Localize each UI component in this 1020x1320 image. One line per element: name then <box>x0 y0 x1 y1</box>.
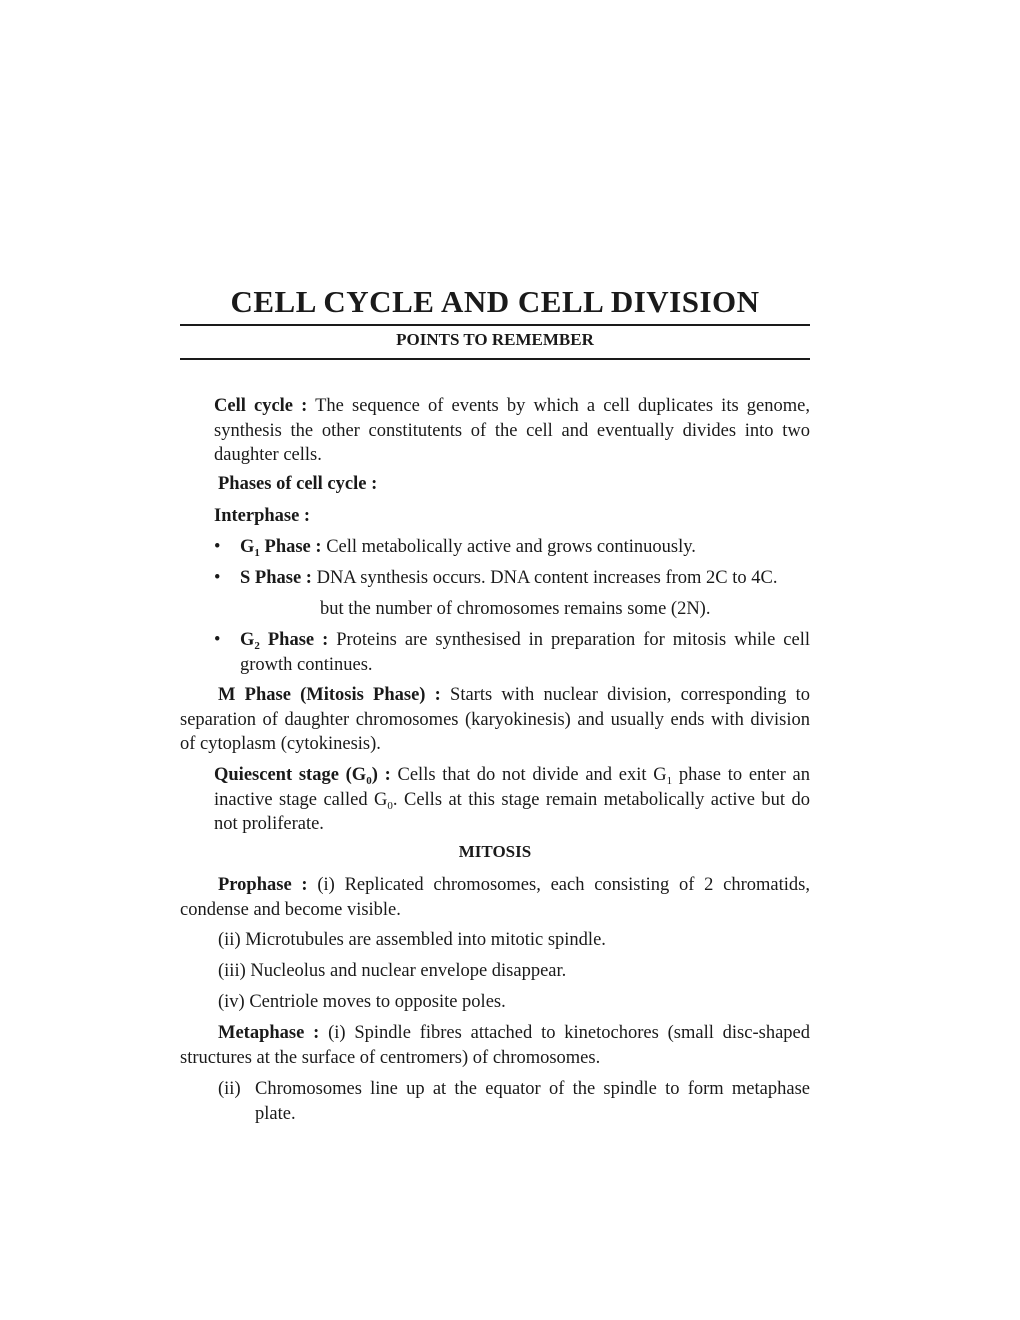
s-phase-item <box>240 566 820 591</box>
cell-cycle-definition <box>214 394 810 468</box>
quiescent-paragraph <box>214 763 810 837</box>
metaphase-point-ii-text: Chromosomes line up at the equator of the spindle to form metaphase plate. <box>255 1079 810 1124</box>
bullet-icon: • <box>214 537 221 557</box>
title-rule-bottom <box>180 358 810 360</box>
s-phase-text-continued: but the number of chromosomes remains some (2N). <box>320 599 711 619</box>
quiescent-term: Quiescent stage $(G_0)$ : <box>214 765 391 787</box>
m-phase-text: Starts with nuclear division, corresponding to separation of daughter chromosomes (karyokinesis) and usually ends with division of cytoplasm (cytokinesis). <box>180 685 810 754</box>
phases-heading: Phases of cell cycle : <box>218 474 378 494</box>
prophase-paragraph <box>180 873 810 922</box>
quiescent-text: Cells that do not divide and exit $G_1$ phase to enter an inactive stage called $G_0$. Cells at this stage remain metabolically active but do not proliferate. <box>214 765 810 834</box>
g1-phase-item <box>240 535 810 560</box>
page-subtitle: POINTS TO REMEMBER <box>396 330 594 349</box>
g1-phase-text: Cell metabolically active and grows continuously. <box>321 537 696 557</box>
metaphase-text: (i) Spindle fibres attached to kinetochores (small disc-shaped structures at the surface of centromers) of chromosomes. <box>180 1023 810 1068</box>
metaphase-term: Metaphase : <box>218 1023 320 1043</box>
g2-phase-item <box>240 628 810 677</box>
cell-cycle-text: The sequence of events by which a cell duplicates its genome, synthesis the other constitutents of the cell and eventually divides into two daughter cells. <box>214 396 810 465</box>
prophase-point-iv: (iv) Centriole moves to opposite poles. <box>218 992 506 1012</box>
bullet-icon: • <box>214 568 221 588</box>
mitosis-heading: MITOSIS <box>458 842 532 861</box>
s-phase-term: S Phase : <box>240 568 312 588</box>
metaphase-paragraph <box>180 1021 810 1070</box>
m-phase-paragraph <box>180 683 810 757</box>
title-rule-top <box>180 324 810 326</box>
metaphase-point-ii-label: (ii) <box>218 1079 241 1099</box>
prophase-term: Prophase : <box>218 875 308 895</box>
g2-phase-term: $G_2$ Phase : <box>240 630 329 652</box>
bullet-icon: • <box>214 630 221 650</box>
s-phase-text: DNA synthesis occurs. DNA content increases from 2C to 4C. <box>311 568 778 588</box>
interphase-heading: Interphase : <box>214 506 311 526</box>
page-title: CELL CYCLE AND CELL DIVISION <box>230 284 760 319</box>
prophase-point-iii: (iii) Nucleolus and nuclear envelope disappear. <box>218 961 567 981</box>
cell-cycle-term: Cell cycle : <box>214 396 308 416</box>
g2-phase-text: Proteins are synthesised in preparation for mitosis while cell growth continues. <box>240 630 810 675</box>
g1-phase-term: $G_1$ Phase : <box>240 537 322 559</box>
prophase-text: (i) Replicated chromosomes, each consisting of 2 chromatids, condense and become visible. <box>180 875 811 920</box>
prophase-point-ii: (ii) Microtubules are assembled into mitotic spindle. <box>218 930 606 950</box>
m-phase-term: M Phase (Mitosis Phase) : <box>218 685 441 705</box>
